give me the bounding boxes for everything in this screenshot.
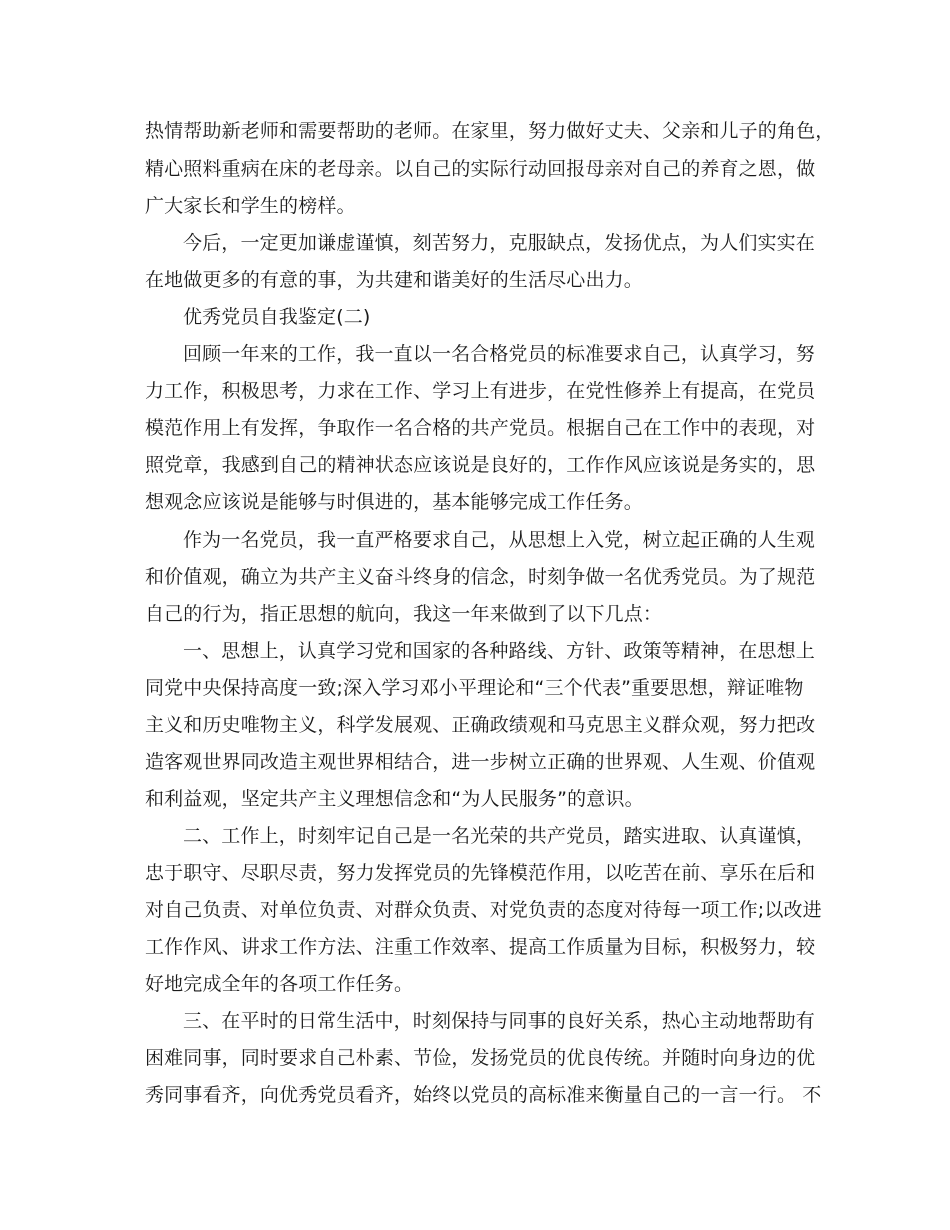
paragraph-start-line: 今后，一定更加谦虚谨慎，刻苦努力，克服缺点，发扬优点，为人们实实在: [183, 232, 815, 254]
text-line: 秀同事看齐，向优秀党员看齐，始终以党员的高标准来衡量自己的一言一行。 不: [145, 1084, 822, 1106]
paragraph-start-line: 二、工作上，时刻牢记自己是一名光荣的共产党员，踏实进取、认真谨慎，: [183, 825, 815, 847]
text-line: 在地做更多的有意的事，为共建和谐美好的生活尽心出力。: [145, 269, 643, 291]
text-line: 精心照料重病在床的老母亲。以自己的实际行动回报母亲对自己的养育之恩，做: [145, 158, 816, 180]
text-line: 照党章，我感到自己的精神状态应该说是良好的，工作作风应该说是务实的，思: [145, 454, 816, 476]
text-line: 模范作用上有发挥，争取作一名合格的共产党员。根据自己在工作中的表现，对: [145, 417, 816, 439]
text-line: 忠于职守、尽职尽责，努力发挥党员的先锋模范作用，以吃苦在前、享乐在后和: [145, 862, 816, 884]
text-line: 对自己负责、对单位负责、对群众负责、对党负责的态度对待每一项工作;以改进: [145, 899, 822, 921]
text-line: 同党中央保持高度一致;深入学习邓小平理论和“三个代表”重要思想，辩证唯物: [145, 677, 804, 699]
text-line: 想观念应该说是能够与时俱进的，基本能够完成工作任务。: [145, 491, 643, 513]
text-line: 自己的行为，指正思想的航向，我这一年来做到了以下几点：: [145, 603, 663, 625]
text-line: 和利益观，坚定共产主义理想信念和“为人民服务”的意识。: [145, 788, 644, 810]
text-line: 造客观世界同改造主观世界相结合，进一步树立正确的世界观、人生观、价值观: [145, 751, 816, 773]
text-line: 和价值观，确立为共产主义奋斗终身的信念，时刻争做一名优秀党员。为了规范: [145, 566, 816, 588]
text-line: 热情帮助新老师和需要帮助的老师。在家里，努力做好丈夫、父亲和儿子的角色，: [145, 120, 835, 142]
section-heading: 优秀党员自我鉴定(二): [183, 306, 371, 328]
paragraph-start-line: 一、思想上，认真学习党和国家的各种路线、方针、政策等精神，在思想上: [183, 640, 815, 662]
text-line: 力工作，积极思考，力求在工作、学习上有进步，在党性修养上有提高，在党员: [145, 380, 816, 402]
text-line: 工作作风、讲求工作方法、注重工作效率、提高工作质量为目标，积极努力，较: [145, 936, 816, 958]
paragraph-start-line: 三、在平时的日常生活中，时刻保持与同事的良好关系，热心主动地帮助有: [183, 1010, 815, 1032]
paragraph-start-line: 作为一名党员，我一直严格要求自己，从思想上入党，树立起正确的人生观: [183, 529, 815, 551]
text-line: 主义和历史唯物主义，科学发展观、正确政绩观和马克思主义群众观，努力把改: [145, 714, 816, 736]
paragraph-start-line: 回顾一年来的工作，我一直以一名合格党员的标准要求自己，认真学习，努: [183, 343, 815, 365]
text-line: 困难同事，同时要求自己朴素、节俭，发扬党员的优良传统。并随时向身边的优: [145, 1047, 816, 1069]
text-line: 好地完成全年的各项工作任务。: [145, 973, 414, 995]
text-line: 广大家长和学生的榜样。: [145, 195, 356, 217]
